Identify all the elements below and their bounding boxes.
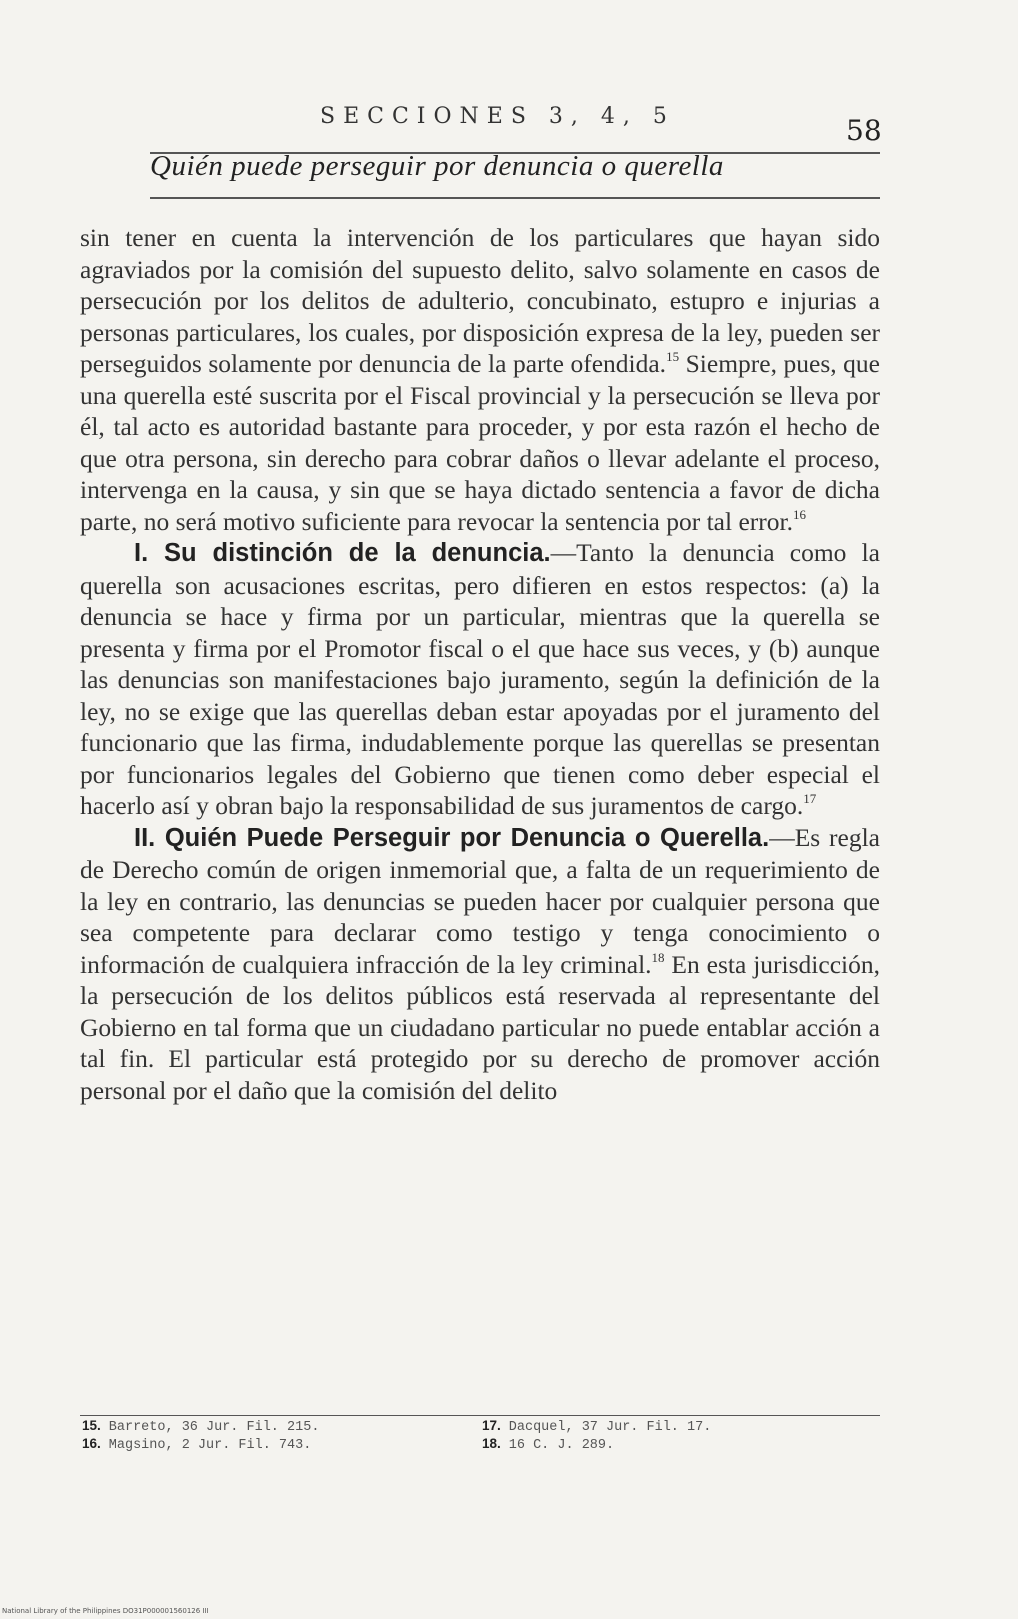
page-subtitle: Quién puede perseguir por denuncia o querella — [150, 150, 724, 182]
section-ii-heading: II. Quién Puede Perseguir por Denuncia o Querella. — [134, 823, 770, 852]
footnote-ref: 17 — [803, 791, 817, 806]
paragraph-continuation: sin tener en cuenta la intervención de los particulares que hayan sido agraviados por la comisión del supuesto delito, salvo solamente en casos de persecución por los delitos de adulterio, concubinato, estupro e injurias a personas particulares, los cuales, por disposición expresa de la ley, pueden ser perseguidos solamente por denuncia de la parte ofendida.$^{15}$ Siempre, pues, que una querella esté suscrita por el Fiscal provincial y la persecución se lleva por él, tal acto es autoridad bastante para proceder, y por esta razón el hecho de que otra persona, sin derecho para cobrar daños o llevar adelante el proceso, intervenga en la causa, y sin que se haya dictado sentencia a favor de dicha parte, no será motivo suficiente para revocar la sentencia por tal error.$^{16}$ — [80, 223, 880, 536]
body-text — [80, 222, 880, 1106]
running-head: SECCIONES 3, 4, 5 — [320, 104, 675, 129]
footnote-item: 16. Magsino, 2 Jur. Fil. 743. — [82, 1436, 312, 1453]
footnote-item: 18. 16 C. J. 289. — [482, 1436, 615, 1453]
footnote-item: 17. Dacquel, 37 Jur. Fil. 17. — [482, 1418, 712, 1435]
library-watermark: National Library of the Philippines DO31P000001560126 III — [2, 1607, 209, 1615]
section-i-heading: I. Su distinción de la denuncia. — [134, 539, 551, 567]
header-rule-bottom — [150, 197, 880, 199]
page-number: 58 — [846, 114, 882, 147]
footnote-ref: 18 — [651, 949, 665, 965]
footnote-item: 15. Barreto, 36 Jur. Fil. 215. — [82, 1418, 320, 1435]
section-ii: II. Quién Puede Perseguir por Denuncia o Querella.—Es regla de Derecho común de origen inmemorial que, a falta de un requerimiento de la ley en contrario, las denuncias se pueden hacer por cualquier persona que sea competente para declarar como testigo y tenga conocimiento o información de cualquiera infracción de la ley criminal.$^{18}$ En esta jurisdicción, la persecución de los delitos públicos está reservada al representante del Gobierno en tal forma que un ciudadano particular no puede entablar acción a tal fin. El particular está protegido por su derecho de promover acción personal por el daño que la comisión del delito — [80, 822, 881, 1105]
footnote-ref: 16 — [792, 506, 806, 522]
footnote-rule — [80, 1415, 880, 1416]
footnote-ref: 15 — [666, 349, 680, 364]
section-i: I. Su distinción de la denuncia.—Tanto la denuncia como la querella son acusaciones escritas, pero difieren en estos respectos: (a) la denuncia se hace y firma por un particular, mientras que la querella se presenta y firma por el Promotor fiscal o el que hace sus veces, y (b) aunque las denuncias son manifestaciones bajo juramento, según la definición de la ley, no se exige que las querellas deban estar apoyadas por el juramento del funcionario que las firma, indudablemente porque las querellas se presentan por funcionarios legales del Gobierno que tienen como deber especial el hacerlo así y obran bajo la responsabilidad de sus juramentos de cargo.$^{17}$ — [80, 538, 881, 820]
